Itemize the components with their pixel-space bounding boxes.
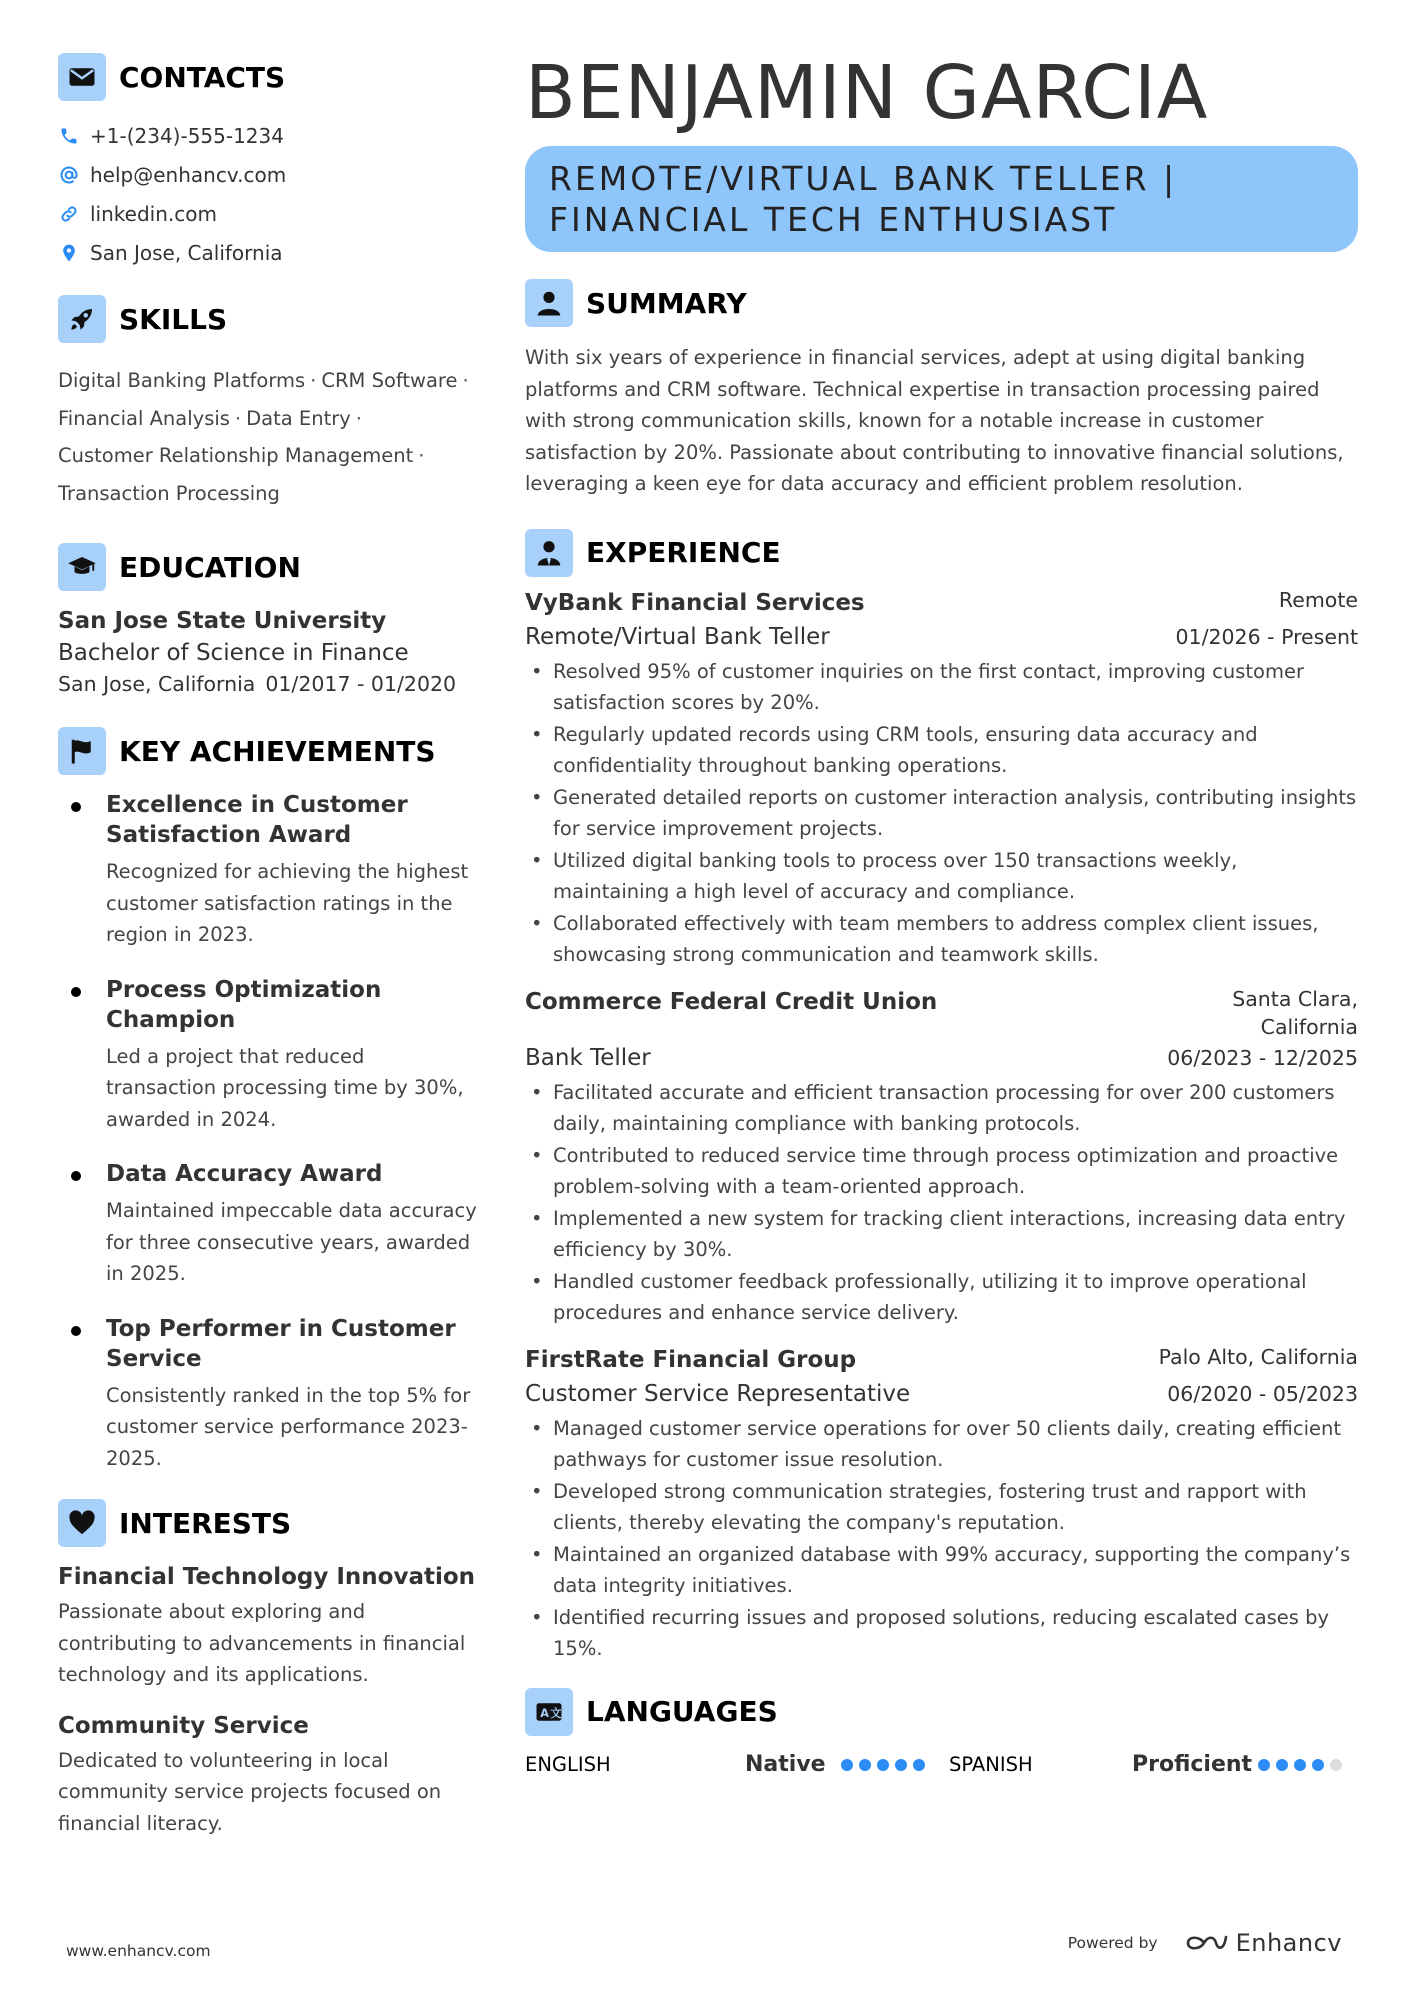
interest-title: Community Service [58, 1712, 309, 1739]
job-bullet: • Contributed to reduced service time through process optimization and proactive problem-solving with a team-oriented approach. [525, 1140, 1358, 1203]
job-bullet: • Handled customer feedback professionally, utilizing it to improve operational procedures and enhance service delivery. [525, 1266, 1358, 1329]
job-entry [525, 586, 1358, 971]
job-role: Customer Service Representative [525, 1380, 911, 1407]
contacts-header [58, 52, 478, 102]
language-rating [835, 1759, 949, 1771]
job-bullets [525, 656, 1358, 971]
user-icon [525, 279, 573, 327]
job-dates: 06/2020 - 05/2023 [1167, 1381, 1358, 1406]
skill-item: CRM Software [321, 369, 458, 392]
skill-item: Digital Banking Platforms [58, 369, 306, 392]
footer-branding [1068, 1928, 1342, 1958]
headline-banner [525, 146, 1358, 252]
job-bullet: • Utilized digital banking tools to process over 150 transactions weekly, maintaining a high level of accuracy and compliance. [525, 845, 1358, 908]
contact-phone [58, 116, 478, 155]
phone-icon [58, 125, 80, 147]
skill-separator: · [234, 406, 242, 430]
education-meta [58, 672, 478, 696]
rating-dot [1294, 1759, 1306, 1771]
achievements-header [58, 726, 478, 776]
email-text[interactable]: help@enhancv.com [90, 162, 287, 187]
experience-title: EXPERIENCE [586, 536, 781, 569]
summary-title: SUMMARY [586, 286, 747, 320]
flag-icon [58, 727, 106, 775]
job-bullet: • Generated detailed reports on customer interaction analysis, contributing insights for service improvement projects. [525, 782, 1358, 845]
rating-dot [913, 1759, 925, 1771]
job-entry [525, 1343, 1358, 1665]
job-company: Commerce Federal Credit Union [525, 988, 938, 1015]
experience-header [525, 528, 1358, 578]
job-bullet: • Facilitated accurate and efficient transaction processing for over 200 customers daily, maintaining compliance with banking protocols. [525, 1077, 1358, 1140]
job-bullet: • Resolved 95% of customer inquiries on the first contact, improving customer satisfaction scores by 20%. [525, 656, 1358, 719]
achievement-item [58, 975, 478, 1136]
svg-text:A: A [540, 1706, 549, 1720]
interest-desc: Passionate about exploring and contributing to advancements in financial technology and its applications. [58, 1600, 466, 1686]
rating-dot [859, 1759, 871, 1771]
achievement-item [58, 1314, 478, 1475]
languages-title: LANGUAGES [586, 1695, 778, 1728]
envelope-icon [58, 53, 106, 101]
interest-item [58, 1564, 478, 1691]
languages-row [525, 1745, 1358, 1785]
job-bullet: • Regularly updated records using CRM tools, ensuring data accuracy and confidentiality throughout banking operations. [525, 719, 1358, 782]
job-dates: 01/2026 - Present [1175, 624, 1358, 649]
interest-title: Financial Technology Innovation [58, 1564, 476, 1590]
skill-separator: · [462, 369, 469, 392]
achievements-title: KEY ACHIEVEMENTS [119, 734, 436, 768]
job-bullet: • Collaborated effectively with team members to address complex client issues, showcasing strong communication and teamwork skills. [525, 908, 1358, 971]
language-rating [1252, 1759, 1342, 1771]
job-location [1232, 985, 1358, 1041]
job-bullet: • Developed strong communication strategies, fostering trust and rapport with clients, thereby elevating the company's reputation. [525, 1476, 1358, 1539]
job-location-line: Santa Clara, [1232, 986, 1358, 1011]
headline-line: REMOTE/VIRTUAL BANK TELLER | [549, 159, 1178, 198]
job-company: FirstRate Financial Group [525, 1346, 857, 1373]
job-entry [525, 985, 1358, 1329]
contacts-title: CONTACTS [119, 60, 286, 94]
job-bullet: • Identified recurring issues and proposed solutions, reducing escalated cases by 15%. [525, 1602, 1358, 1665]
headline-line: FINANCIAL TECH ENTHUSIAST [549, 200, 1118, 239]
svg-text:文: 文 [550, 1706, 562, 1720]
rating-dot [1276, 1759, 1288, 1771]
summary-header [525, 278, 1358, 328]
achievement-desc: Maintained impeccable data accuracy for three consecutive years, awarded in 2025. [106, 1199, 477, 1285]
interests-title: INTERESTS [119, 1506, 292, 1540]
rocket-icon [58, 295, 106, 343]
job-location: Remote [1278, 587, 1358, 612]
education-degree: Bachelor of Science in Finance [58, 640, 409, 666]
translate-icon [525, 1688, 573, 1736]
contact-email [58, 155, 478, 194]
skills-header [58, 294, 478, 344]
achievement-title: Process Optimization Champion [106, 976, 382, 1033]
skill-item: Transaction Processing [58, 481, 280, 505]
achievement-title: Data Accuracy Award [106, 1161, 383, 1187]
rating-dot [895, 1759, 907, 1771]
job-bullets [525, 1077, 1358, 1329]
brand-name: Enhancv [1235, 1929, 1342, 1957]
contact-linkedin [58, 194, 478, 233]
job-dates: 06/2023 - 12/2025 [1167, 1045, 1358, 1070]
skill-separator: · [310, 369, 317, 392]
enhancv-logo-icon [1184, 1928, 1230, 1958]
bullet-dot [71, 802, 81, 812]
left-column [58, 52, 478, 1861]
briefcase-user-icon [525, 529, 573, 577]
skill-item: Customer Relationship Management [58, 444, 414, 467]
education-title: EDUCATION [119, 550, 301, 584]
map-pin-icon [58, 242, 80, 264]
skill-item: Data Entry [246, 406, 351, 430]
skill-separator: · [355, 406, 362, 430]
interests-header [58, 1498, 478, 1548]
bullet-dot [71, 1171, 81, 1181]
skills-title: SKILLS [119, 302, 228, 336]
achievement-desc: Consistently ranked in the top 5% for customer service performance 2023-2025. [106, 1383, 471, 1470]
language-level: Native [745, 1752, 826, 1777]
job-bullet: • Maintained an organized database with 99% accuracy, supporting the company’s data integrity initiatives. [525, 1539, 1358, 1602]
job-location: Palo Alto, California [1158, 1344, 1358, 1369]
language-name: ENGLISH [525, 1753, 611, 1776]
candidate-name: BENJAMIN GARCIA [525, 50, 1209, 136]
bullet-dot [71, 1326, 81, 1336]
phone-text[interactable]: +1-(234)-555-1234 [90, 123, 284, 148]
rating-dot [1312, 1759, 1324, 1771]
summary-text: With six years of experience in financial services, adept at using digital banking platforms and CRM software. Technical expertise in transaction processing paired with strong communication skills, known for a notable increase in customer satisfaction by 20%. Passionate about contributing to innovative financial solutions, leveraging a keen eye for data accuracy and efficient problem resolution. [525, 346, 1344, 495]
powered-by-text: Powered by [1067, 1934, 1158, 1952]
education-location: San Jose, California [58, 672, 256, 696]
rating-dot [1330, 1759, 1342, 1771]
achievement-title: Excellence in Customer Satisfaction Award [106, 792, 408, 848]
link-icon [58, 203, 80, 225]
contact-location [58, 233, 478, 272]
job-location-line: California [1260, 1014, 1358, 1039]
achievement-item [58, 1159, 478, 1290]
job-bullet: • Managed customer service operations for over 50 clients daily, creating efficient pathways for customer issue resolution. [525, 1413, 1358, 1476]
skills-list [58, 362, 478, 512]
job-bullet: • Implemented a new system for tracking client interactions, increasing data entry efficiency by 30%. [525, 1203, 1358, 1266]
rating-dot [1258, 1759, 1270, 1771]
achievement-desc: Recognized for achieving the highest customer satisfaction ratings in the region in 2023. [106, 860, 469, 946]
rating-dot [877, 1759, 889, 1771]
job-company: VyBank Financial Services [525, 589, 865, 616]
job-role: Remote/Virtual Bank Teller [525, 623, 830, 650]
language-level: Proficient [1132, 1752, 1253, 1777]
education-dates: 01/2017 - 01/2020 [265, 672, 457, 696]
right-column [525, 50, 1358, 1785]
achievement-title: Top Performer in Customer Service [106, 1315, 456, 1372]
achievement-desc: Led a project that reduced transaction processing time by 30%, awarded in 2024. [106, 1044, 464, 1131]
bullet-dot [71, 987, 81, 997]
linkedin-text[interactable]: linkedin.com [90, 201, 217, 226]
interest-item [58, 1713, 478, 1840]
education-school: San Jose State University [58, 608, 387, 634]
job-bullets [525, 1413, 1358, 1665]
skill-item: Financial Analysis [58, 406, 230, 430]
heart-icon [58, 1499, 106, 1547]
graduation-cap-icon [58, 543, 106, 591]
footer-website[interactable]: www.enhancv.com [66, 1942, 211, 1960]
at-sign-icon [58, 164, 80, 186]
location-text: San Jose, California [90, 240, 283, 265]
job-role: Bank Teller [525, 1044, 651, 1071]
language-name: SPANISH [949, 1753, 1033, 1776]
enhancv-logo[interactable] [1184, 1928, 1342, 1958]
achievement-item [58, 790, 478, 951]
languages-header [525, 1687, 1358, 1737]
skill-separator: · [418, 444, 425, 467]
interest-desc: Dedicated to volunteering in local community service projects focused on financial literacy. [58, 1748, 442, 1835]
education-header [58, 542, 478, 592]
rating-dot [841, 1759, 853, 1771]
